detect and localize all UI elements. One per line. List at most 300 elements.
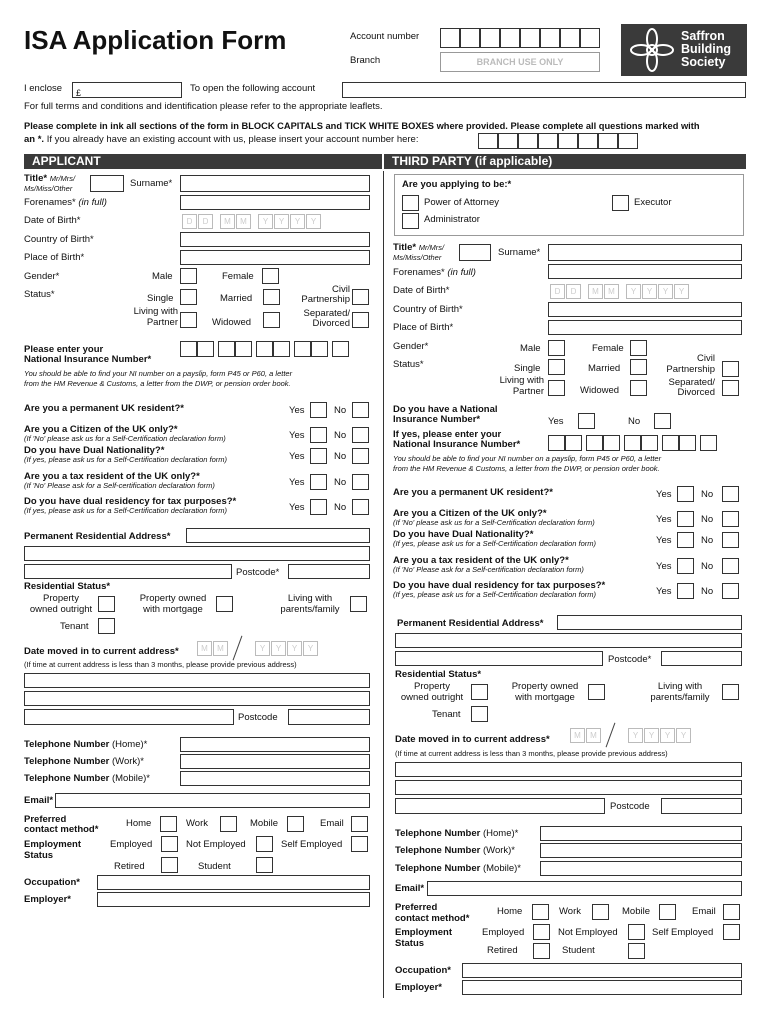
- ni-box[interactable]: [624, 435, 641, 451]
- tp-prop-outright-checkbox[interactable]: [471, 684, 488, 700]
- contact-home-checkbox[interactable]: [160, 816, 177, 832]
- tp-yes-checkbox[interactable]: [677, 511, 694, 527]
- date-box[interactable]: Y: [676, 728, 691, 743]
- prop-mortgage-label: Property owned: [139, 593, 207, 604]
- date-box[interactable]: D: [566, 284, 581, 299]
- tp-contact-work-checkbox[interactable]: [592, 904, 609, 920]
- living-partner-checkbox[interactable]: [180, 312, 197, 328]
- tp-no-checkbox[interactable]: [722, 511, 739, 527]
- tenant-checkbox[interactable]: [98, 618, 115, 634]
- prev-address-line-3[interactable]: [24, 709, 234, 725]
- tp-no-checkbox[interactable]: [722, 583, 739, 599]
- date-box[interactable]: Y: [658, 284, 673, 299]
- tp-occupation-label: Occupation*: [395, 965, 451, 976]
- ni-box[interactable]: [679, 435, 696, 451]
- tp-no-label: No: [701, 586, 714, 597]
- instruction-an: an *.: [24, 134, 45, 145]
- country-input[interactable]: [180, 232, 370, 247]
- forenames-hint: (in full): [78, 197, 107, 208]
- tp-civil-label-2: Partnership: [666, 364, 715, 375]
- tp-no-label: No: [701, 535, 714, 546]
- existing-account-box[interactable]: [598, 133, 618, 149]
- administrator-label: Administrator: [424, 214, 480, 225]
- tp-employment-label-2: Status: [395, 938, 425, 949]
- tp-occupation-input[interactable]: [462, 963, 742, 978]
- tel-work-suffix: (Work)*: [109, 756, 144, 767]
- tp-prop-mortgage-checkbox[interactable]: [588, 684, 605, 700]
- tp-contact-mobile-checkbox[interactable]: [659, 904, 676, 920]
- tp-contact-label-2: contact method*: [395, 913, 470, 924]
- existing-account-box[interactable]: [518, 133, 538, 149]
- retired-label: Retired: [114, 861, 145, 872]
- tp-employer-input[interactable]: [462, 980, 742, 995]
- tel-home-input[interactable]: [180, 737, 370, 752]
- administrator-checkbox[interactable]: [402, 213, 419, 229]
- title-input[interactable]: [90, 175, 124, 192]
- tp-tel-home-suffix: (Home)*: [480, 828, 519, 839]
- retired-checkbox[interactable]: [161, 857, 178, 873]
- student-checkbox[interactable]: [256, 857, 273, 873]
- date-box[interactable]: Y: [274, 214, 289, 229]
- question-tax: Are you a tax resident of the UK only?*: [24, 471, 200, 482]
- yes-label: Yes: [289, 430, 305, 441]
- amount-field[interactable]: [72, 82, 182, 98]
- ni-box[interactable]: [641, 435, 658, 451]
- tp-surname-input[interactable]: [548, 244, 742, 261]
- tp-title-options: Mr/Mrs/: [418, 243, 445, 252]
- title-options-2: Ms/Miss/Other: [24, 184, 73, 193]
- tp-widowed-label: Widowed: [580, 385, 620, 396]
- date-box[interactable]: Y: [271, 641, 286, 656]
- question-note: (If 'No' Please ask for a Self-certification declaration form): [24, 481, 215, 490]
- not-employed-checkbox[interactable]: [256, 836, 273, 852]
- tp-question-dual-nat: Do you have Dual Nationality?*: [393, 529, 534, 540]
- ni-box[interactable]: [294, 341, 311, 357]
- tel-home-label: Telephone Number: [24, 739, 110, 750]
- ni-box[interactable]: [565, 435, 582, 451]
- date-box[interactable]: Y: [255, 641, 270, 656]
- no-label: No: [334, 502, 347, 513]
- account-number-box[interactable]: [440, 28, 460, 48]
- contact-home-label: Home: [126, 818, 152, 829]
- question-note: (If yes, please ask us for a Self-Certification declaration form): [24, 455, 227, 464]
- existing-account-box[interactable]: [578, 133, 598, 149]
- tp-no-label: No: [701, 514, 714, 525]
- tp-tel-work-suffix: (Work)*: [480, 845, 515, 856]
- date-box[interactable]: Y: [306, 214, 321, 229]
- tp-prev-address-line-2[interactable]: [395, 780, 742, 795]
- prop-mortgage-checkbox[interactable]: [216, 596, 233, 612]
- existing-account-box[interactable]: [618, 133, 638, 149]
- not-employed-label: Not Employed: [186, 839, 246, 850]
- tp-no-checkbox[interactable]: [722, 532, 739, 548]
- employer-input[interactable]: [97, 892, 370, 907]
- email-label: Email*: [24, 795, 54, 806]
- married-label: Married: [220, 293, 253, 304]
- tp-postcode-input[interactable]: [661, 651, 742, 666]
- tp-title-input[interactable]: [459, 244, 491, 261]
- yes-label: Yes: [289, 502, 305, 513]
- yes-checkbox[interactable]: [310, 474, 327, 490]
- tp-contact-home-checkbox[interactable]: [532, 904, 549, 920]
- tp-status-label: Status*: [393, 359, 424, 370]
- date-box[interactable]: Y: [644, 728, 659, 743]
- forenames-input[interactable]: [180, 195, 370, 210]
- female-checkbox[interactable]: [262, 268, 279, 284]
- tp-email-label: Email*: [395, 883, 425, 894]
- tel-work-label: Telephone Number: [24, 756, 110, 767]
- tp-ni-note-2: from the HM Revenue & Customs, a letter from the DWP, or pension order book.: [393, 464, 660, 473]
- tp-yes-label: Yes: [656, 514, 672, 525]
- tp-prev-address-line-3[interactable]: [395, 798, 605, 814]
- tp-yes-checkbox[interactable]: [677, 486, 694, 502]
- tp-civil-checkbox[interactable]: [722, 361, 739, 377]
- tp-has-ni-yes: Yes: [548, 416, 564, 427]
- ni-box[interactable]: [256, 341, 273, 357]
- civil-checkbox[interactable]: [352, 289, 369, 305]
- tp-single-label: Single: [514, 363, 541, 374]
- ni-box[interactable]: [311, 341, 328, 357]
- tp-prev-postcode-label: Postcode: [610, 801, 650, 812]
- tp-contact-email-label: Email: [692, 906, 716, 917]
- ni-box[interactable]: [235, 341, 252, 357]
- tp-address-line-2[interactable]: [395, 633, 742, 648]
- tp-has-ni-yes-checkbox[interactable]: [578, 413, 595, 429]
- tp-single-checkbox[interactable]: [548, 359, 565, 375]
- prev-address-line-1[interactable]: [24, 673, 370, 688]
- tp-employment-label: Employment: [395, 927, 453, 938]
- tp-prev-address-line-1[interactable]: [395, 762, 742, 777]
- tp-country-input[interactable]: [548, 302, 742, 317]
- question-dual-nat: Do you have Dual Nationality?*: [24, 445, 165, 456]
- married-checkbox[interactable]: [263, 289, 280, 305]
- tp-gender-label: Gender*: [393, 341, 429, 352]
- civil-label-2: Partnership: [301, 294, 350, 305]
- tp-contact-email-checkbox[interactable]: [723, 904, 740, 920]
- tenant-label: Tenant: [60, 621, 89, 632]
- male-checkbox[interactable]: [180, 268, 197, 284]
- tp-self-employed-checkbox[interactable]: [723, 924, 740, 940]
- yes-label: Yes: [289, 477, 305, 488]
- prop-outright-checkbox[interactable]: [98, 596, 115, 612]
- tp-question-perm: Are you a permanent UK resident?*: [393, 487, 553, 498]
- account-number-box[interactable]: [580, 28, 600, 48]
- ni-box[interactable]: [197, 341, 214, 357]
- date-box[interactable]: Y: [303, 641, 318, 656]
- employed-label: Employed: [110, 839, 153, 850]
- executor-checkbox[interactable]: [612, 195, 629, 211]
- tp-tenant-checkbox[interactable]: [471, 706, 488, 722]
- place-input[interactable]: [180, 250, 370, 265]
- yes-checkbox[interactable]: [310, 448, 327, 464]
- tp-self-employed-label: Self Employed: [652, 927, 714, 938]
- tp-not-employed-checkbox[interactable]: [628, 924, 645, 940]
- ni-box[interactable]: [332, 341, 349, 357]
- tp-prop-outright-label-2: owned outright: [400, 692, 464, 703]
- no-checkbox[interactable]: [352, 499, 369, 515]
- prop-mortgage-label-2: with mortgage: [143, 604, 203, 615]
- tp-prev-postcode-input[interactable]: [661, 798, 742, 814]
- account-number-box[interactable]: [480, 28, 500, 48]
- no-checkbox[interactable]: [352, 474, 369, 490]
- branch-placeholder: BRANCH USE ONLY: [476, 57, 564, 67]
- ni-box[interactable]: [700, 435, 717, 451]
- account-number-box[interactable]: [540, 28, 560, 48]
- date-box[interactable]: Y: [628, 728, 643, 743]
- tp-no-checkbox[interactable]: [722, 486, 739, 502]
- ni-box[interactable]: [180, 341, 197, 357]
- tp-place-label: Place of Birth*: [393, 322, 454, 333]
- date-separator: [606, 723, 616, 748]
- page-title: ISA Application Form: [24, 25, 287, 55]
- tp-has-ni-label: Do you have a National: [393, 404, 498, 415]
- parents-label-2: parents/family: [280, 604, 340, 615]
- widowed-checkbox[interactable]: [263, 312, 280, 328]
- account-type-field[interactable]: [342, 82, 746, 98]
- tp-employed-checkbox[interactable]: [533, 924, 550, 940]
- date-box[interactable]: Y: [626, 284, 641, 299]
- date-box[interactable]: M: [604, 284, 619, 299]
- parents-label: Living with: [287, 593, 333, 604]
- tp-forenames-label: Forenames*: [393, 267, 445, 278]
- tp-forenames-input[interactable]: [548, 264, 742, 279]
- tp-question-citizen: Are you a Citizen of the UK only?*: [393, 508, 547, 519]
- question-note: (If 'No' please ask us for a Self-Certification declaration form): [24, 434, 226, 443]
- no-checkbox[interactable]: [352, 402, 369, 418]
- contact-work-checkbox[interactable]: [220, 816, 237, 832]
- date-box[interactable]: M: [197, 641, 212, 656]
- existing-account-box[interactable]: [558, 133, 578, 149]
- address-line-3[interactable]: [24, 564, 232, 579]
- date-box[interactable]: Y: [674, 284, 689, 299]
- occupation-input[interactable]: [97, 875, 370, 890]
- flower-icon: [627, 25, 677, 75]
- tp-place-input[interactable]: [548, 320, 742, 335]
- living-label-2: Partner: [146, 317, 178, 328]
- tp-tel-work-label: Telephone Number: [395, 845, 481, 856]
- date-box[interactable]: M: [236, 214, 251, 229]
- tel-mobile-input[interactable]: [180, 771, 370, 786]
- date-box[interactable]: M: [213, 641, 228, 656]
- existing-account-box[interactable]: [538, 133, 558, 149]
- tp-email-input[interactable]: [427, 881, 742, 896]
- tp-no-checkbox[interactable]: [722, 558, 739, 574]
- address-line-1[interactable]: [186, 528, 370, 543]
- no-label: No: [334, 477, 347, 488]
- status-label: Status*: [24, 289, 55, 300]
- separated-checkbox[interactable]: [352, 312, 369, 328]
- question-note: (If yes, please ask us for a Self-Certification declaration form): [24, 506, 227, 515]
- tp-prop-outright-label: Property: [414, 681, 450, 692]
- date-box[interactable]: Y: [642, 284, 657, 299]
- currency-symbol: £: [76, 88, 82, 98]
- date-box[interactable]: Y: [287, 641, 302, 656]
- ni-box[interactable]: [273, 341, 290, 357]
- tp-moved-note: (If time at current address is less than 3 months, please provide previous address): [395, 749, 668, 758]
- tel-mobile-suffix: (Mobile)*: [109, 773, 150, 784]
- ni-box[interactable]: [603, 435, 620, 451]
- date-box[interactable]: Y: [660, 728, 675, 743]
- tel-home-suffix: (Home)*: [109, 739, 148, 750]
- tp-yes-checkbox[interactable]: [677, 558, 694, 574]
- tp-parents-checkbox[interactable]: [722, 684, 739, 700]
- forenames-label: Forenames*: [24, 197, 76, 208]
- living-label: Living with: [133, 306, 178, 317]
- tp-address-line-3[interactable]: [395, 651, 603, 666]
- contact-mobile-label: Mobile: [250, 818, 278, 829]
- address-line-2[interactable]: [24, 546, 370, 561]
- contact-work-label: Work: [186, 818, 208, 829]
- account-number-box[interactable]: [500, 28, 520, 48]
- tp-contact-label: Preferred: [395, 902, 438, 913]
- tp-has-ni-label-2: Insurance Number*: [393, 414, 481, 425]
- date-box[interactable]: M: [220, 214, 235, 229]
- account-number-label: Account number: [350, 31, 420, 42]
- contact-email-checkbox[interactable]: [351, 816, 368, 832]
- tp-ni-enter-label: If yes, please enter your: [393, 429, 502, 440]
- prev-postcode-input[interactable]: [288, 709, 370, 725]
- surname-input[interactable]: [180, 175, 370, 192]
- single-checkbox[interactable]: [180, 289, 197, 305]
- tp-question-note: (If yes, please ask us for a Self-Certification declaration form): [393, 590, 596, 599]
- tp-living-partner-checkbox[interactable]: [548, 380, 565, 396]
- tp-no-label: No: [701, 489, 714, 500]
- tp-yes-label: Yes: [656, 489, 672, 500]
- tp-yes-checkbox[interactable]: [677, 583, 694, 599]
- tp-has-ni-no: No: [628, 416, 641, 427]
- tp-separated-checkbox[interactable]: [722, 380, 739, 396]
- tp-ni-enter-label-2: National Insurance Number*: [393, 439, 521, 450]
- prev-postcode-label: Postcode: [238, 712, 278, 723]
- date-box[interactable]: Y: [290, 214, 305, 229]
- question-perm: Are you a permanent UK resident?*: [24, 403, 184, 414]
- tp-yes-checkbox[interactable]: [677, 532, 694, 548]
- ni-note-2: from the HM Revenue & Customs, a letter from the DWP, or pension order book.: [24, 379, 291, 388]
- tel-work-input[interactable]: [180, 754, 370, 769]
- tp-married-label: Married: [588, 363, 621, 374]
- ni-label: Please enter your: [24, 344, 104, 355]
- date-box[interactable]: D: [550, 284, 565, 299]
- occupation-label: Occupation*: [24, 877, 80, 888]
- res-status-label: Residential Status*: [24, 581, 111, 592]
- ni-label-2: National Insurance Number*: [24, 354, 152, 365]
- account-number-box[interactable]: [460, 28, 480, 48]
- branch-label: Branch: [350, 55, 381, 66]
- tp-tel-mobile-label: Telephone Number: [395, 863, 481, 874]
- tel-mobile-label: Telephone Number: [24, 773, 110, 784]
- tp-address-label: Permanent Residential Address*: [397, 618, 544, 629]
- tp-question-note: (If yes, please ask us for a Self-Certification declaration form): [393, 539, 596, 548]
- tp-dob-label: Date of Birth*: [393, 285, 450, 296]
- employer-label: Employer*: [24, 894, 71, 905]
- tp-tel-work-input[interactable]: [540, 843, 742, 858]
- terms-text: For full terms and conditions and identification please refer to the appropriate leaflets.: [24, 101, 383, 112]
- tp-retired-checkbox[interactable]: [533, 943, 550, 959]
- date-box[interactable]: D: [182, 214, 197, 229]
- contact-mobile-checkbox[interactable]: [287, 816, 304, 832]
- civil-label: Civil: [332, 284, 350, 295]
- surname-label: Surname*: [130, 178, 173, 189]
- tp-employed-label: Employed: [482, 927, 525, 938]
- tp-contact-home-label: Home: [497, 906, 523, 917]
- tp-address-line-1[interactable]: [557, 615, 742, 630]
- tp-yes-label: Yes: [656, 561, 672, 572]
- existing-account-box[interactable]: [478, 133, 498, 149]
- date-box[interactable]: M: [586, 728, 601, 743]
- yes-label: Yes: [289, 451, 305, 462]
- tp-student-checkbox[interactable]: [628, 943, 645, 959]
- date-box[interactable]: M: [570, 728, 585, 743]
- prop-outright-label: Property: [43, 593, 79, 604]
- existing-account-box[interactable]: [498, 133, 518, 149]
- tp-res-status-label: Residential Status*: [395, 669, 482, 680]
- ni-box[interactable]: [218, 341, 235, 357]
- date-box[interactable]: D: [198, 214, 213, 229]
- ni-box[interactable]: [586, 435, 603, 451]
- account-number-box[interactable]: [520, 28, 540, 48]
- tp-tel-mobile-suffix: (Mobile)*: [480, 863, 521, 874]
- tp-male-label: Male: [520, 343, 541, 354]
- yes-checkbox[interactable]: [310, 499, 327, 515]
- no-checkbox[interactable]: [352, 448, 369, 464]
- account-number-box[interactable]: [560, 28, 580, 48]
- employed-checkbox[interactable]: [161, 836, 178, 852]
- self-employed-checkbox[interactable]: [351, 836, 368, 852]
- parents-checkbox[interactable]: [350, 596, 367, 612]
- postcode-input[interactable]: [288, 564, 370, 579]
- date-separator: [233, 636, 243, 661]
- tp-contact-work-label: Work: [559, 906, 581, 917]
- tp-tel-home-input[interactable]: [540, 826, 742, 841]
- place-label: Place of Birth*: [24, 252, 85, 263]
- no-checkbox[interactable]: [352, 427, 369, 443]
- ni-box[interactable]: [662, 435, 679, 451]
- tp-has-ni-no-checkbox[interactable]: [654, 413, 671, 429]
- yes-checkbox[interactable]: [310, 427, 327, 443]
- prev-address-line-2[interactable]: [24, 691, 370, 706]
- student-label: Student: [198, 861, 231, 872]
- ni-box[interactable]: [548, 435, 565, 451]
- address-label: Permanent Residential Address*: [24, 531, 171, 542]
- instruction-text: Please complete in ink all sections of the form in BLOCK CAPITALS and TICK WHITE BOXES where provided. Please complete all questions marked with: [24, 121, 700, 131]
- tp-parents-label-2: parents/family: [650, 692, 710, 703]
- yes-checkbox[interactable]: [310, 402, 327, 418]
- separated-label-2: Divorced: [312, 318, 350, 329]
- self-employed-label: Self Employed: [281, 839, 343, 850]
- tp-yes-label: Yes: [656, 535, 672, 546]
- tp-separated-label-2: Divorced: [677, 387, 715, 398]
- tp-male-checkbox[interactable]: [548, 340, 565, 356]
- poa-checkbox[interactable]: [402, 195, 419, 211]
- date-box[interactable]: M: [588, 284, 603, 299]
- branch-field[interactable]: [440, 52, 600, 72]
- date-box[interactable]: Y: [258, 214, 273, 229]
- tp-female-label: Female: [592, 343, 624, 354]
- prop-outright-label-2: owned outright: [29, 604, 93, 615]
- tp-tel-mobile-input[interactable]: [540, 861, 742, 876]
- ni-note: You should be able to find your NI number on a payslip, form P45 or P60, a letter: [24, 369, 293, 378]
- tp-no-label: No: [701, 561, 714, 572]
- tp-country-label: Country of Birth*: [393, 304, 463, 315]
- employment-label: Employment: [24, 839, 82, 850]
- title-options: Mr/Mrs/: [49, 174, 76, 183]
- tp-surname-label: Surname*: [498, 247, 541, 258]
- column-divider: [383, 171, 384, 998]
- tp-moved-label: Date moved in to current address*: [395, 734, 550, 745]
- tp-postcode-label: Postcode*: [608, 654, 652, 665]
- email-input[interactable]: [55, 793, 370, 808]
- postcode-label: Postcode*: [236, 567, 280, 578]
